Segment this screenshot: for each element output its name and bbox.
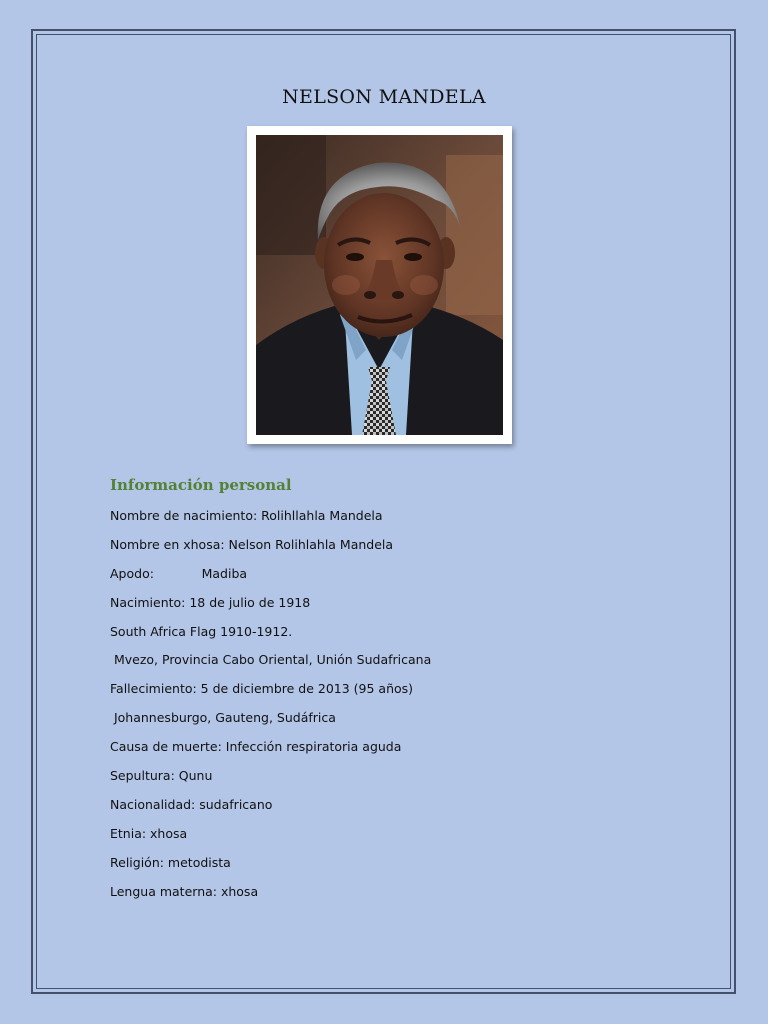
section-heading-personal-info: Información personal [110, 476, 292, 494]
info-line-burial: Sepultura: Qunu [110, 768, 213, 784]
info-line-nickname: Apodo: Madiba [110, 565, 248, 581]
info-line-nationality: Nacionalidad: sudafricano [110, 796, 273, 812]
info-line-xhosa-name: Nombre en xhosa: Nelson Rolihlahla Mandela [110, 536, 394, 552]
info-line-ethnicity: Etnia: xhosa [110, 825, 188, 841]
info-line-death-place: Johannesburgo, Gauteng, Sudáfrica [110, 710, 336, 726]
info-line-birth-name: Nombre de nacimiento: Rolihllahla Mandela [110, 508, 383, 523]
info-line-native-language: Lengua materna: xhosa [110, 883, 259, 899]
document-title: NELSON MANDELA [282, 86, 486, 108]
info-line-religion: Religión: metodista [110, 854, 231, 870]
portrait-photo-frame [247, 126, 512, 444]
info-line-death-date: Fallecimiento: 5 de diciembre de 2013 (95 años) [110, 681, 414, 697]
info-line-flag: South Africa Flag 1910-1912. [110, 623, 293, 639]
info-line-birth-place: Mvezo, Provincia Cabo Oriental, Unión Sudafricana [110, 652, 432, 668]
info-line-cause-of-death: Causa de muerte: Infección respiratoria aguda [110, 739, 402, 755]
info-line-birth-date: Nacimiento: 18 de julio de 1918 [110, 594, 311, 610]
portrait-photo [256, 135, 503, 435]
personal-info-list [110, 506, 710, 910]
